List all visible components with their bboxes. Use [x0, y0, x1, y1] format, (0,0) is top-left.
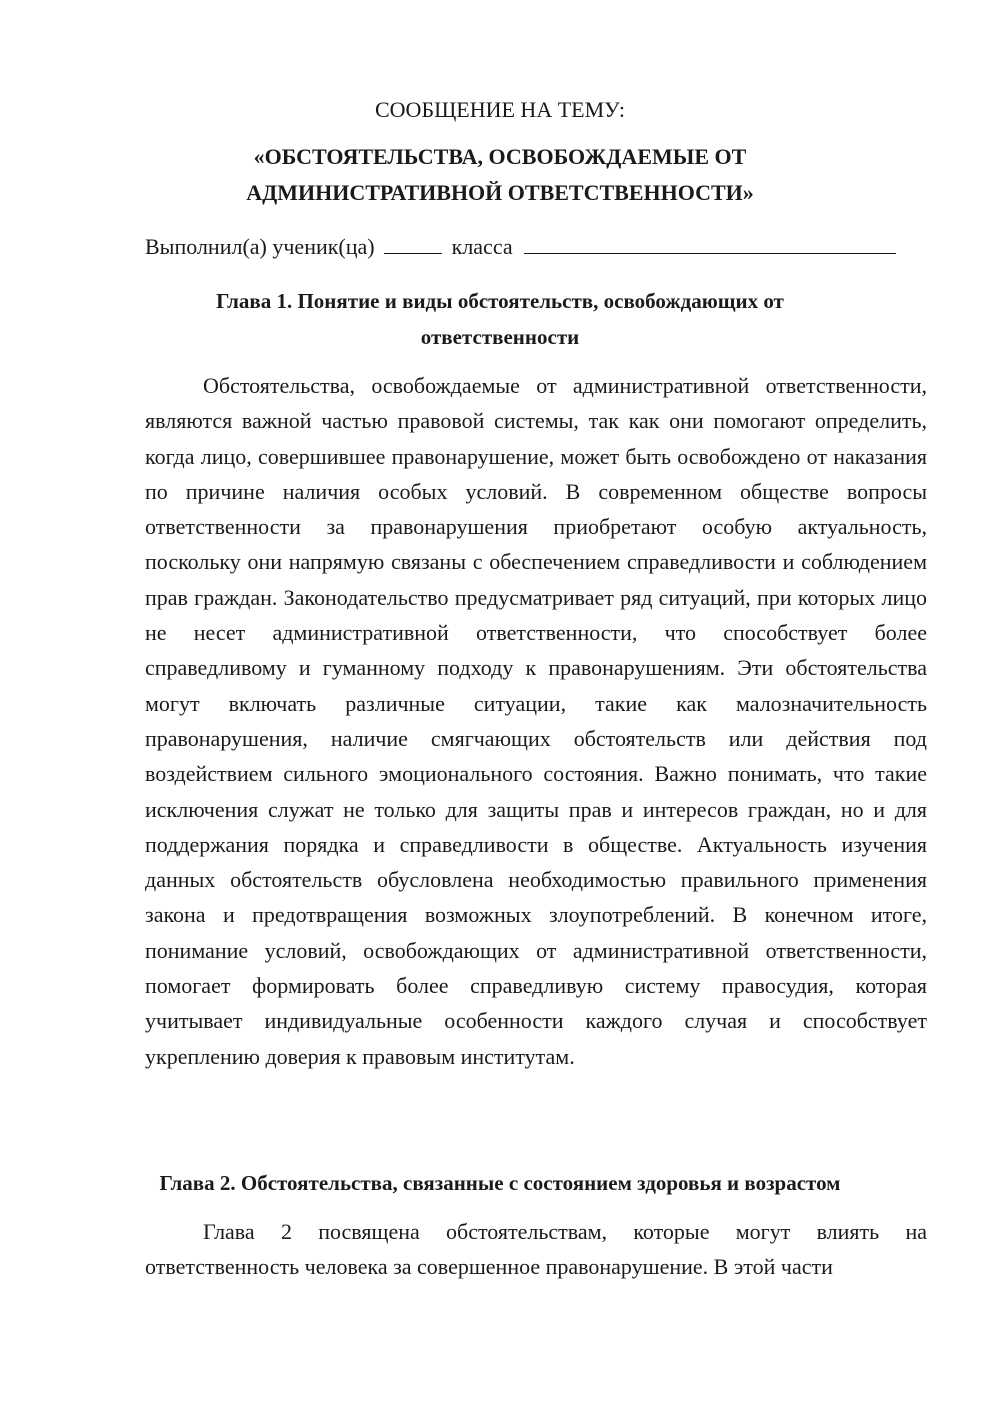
author-line [145, 232, 935, 262]
class-label: класса [451, 234, 513, 259]
chapter-2-paragraph [145, 1214, 927, 1285]
chapter-2-body-text: Глава 2 посвящена обстоятельствам, которые могут влиять на ответственность человека за совершенное правонарушение. В этой части [145, 1219, 927, 1280]
document-title-line-1: «ОБСТОЯТЕЛЬСТВА, ОСВОБОЖДАЕМЫЕ ОТ [253, 144, 747, 169]
chapter-2-heading: Глава 2. Обстоятельства, связанные с состоянием здоровья и возрастом [159, 1171, 841, 1195]
author-label: Выполнил(а) ученик(ца) [145, 234, 375, 259]
document-heading: СООБЩЕНИЕ НА ТЕМУ: [375, 97, 625, 122]
author-name-blank [524, 233, 896, 254]
class-number-blank [384, 233, 442, 254]
chapter-1-heading-line-2: ответственности [420, 325, 580, 349]
chapter-1-paragraph [145, 368, 927, 1074]
chapter-1-body-text: Обстоятельства, освобождаемые от административной ответственности, являются важной частью правовой системы, так как они помогают определить, когда лицо, совершившее правонарушение, может быть освобождено от наказания по причине наличия особых условий. В современном обществе вопросы ответственности за правонарушения приобретают особую актуальность, поскольку они напрямую связаны с обеспечением справедливости и соблюдением прав граждан. Законодательство предусматривает ряд ситуаций, при которых лицо не несет административной ответственности, что способствует более справедливому и гуманному подходу к правонарушениям. Эти обстоятельства могут включать различные ситуации, такие как малозначительность правонарушения, наличие смягчающих обстоятельств или действия под воздействием сильного эмоционального состояния. Важно понимать, что такие исключения служат не только для защиты прав и интересов граждан, но и для поддержания порядка и справедливости в обществе. Актуальность изучения данных обстоятельств обусловлена необходимостью правильного применения закона и предотвращения возможных злоупотреблений. В конечном итоге, понимание условий, освобождающих от административной ответственности, помогает формировать более справедливую систему правосудия, которая учитывает индивидуальные особенности каждого случая и способствует укреплению доверия к правовым институтам. [145, 373, 927, 1069]
chapter-1-heading-line-1: Глава 1. Понятие и виды обстоятельств, освобождающих от [216, 289, 784, 313]
document-title-line-2: АДМИНИСТРАТИВНОЙ ОТВЕТСТВЕННОСТИ» [246, 180, 754, 205]
